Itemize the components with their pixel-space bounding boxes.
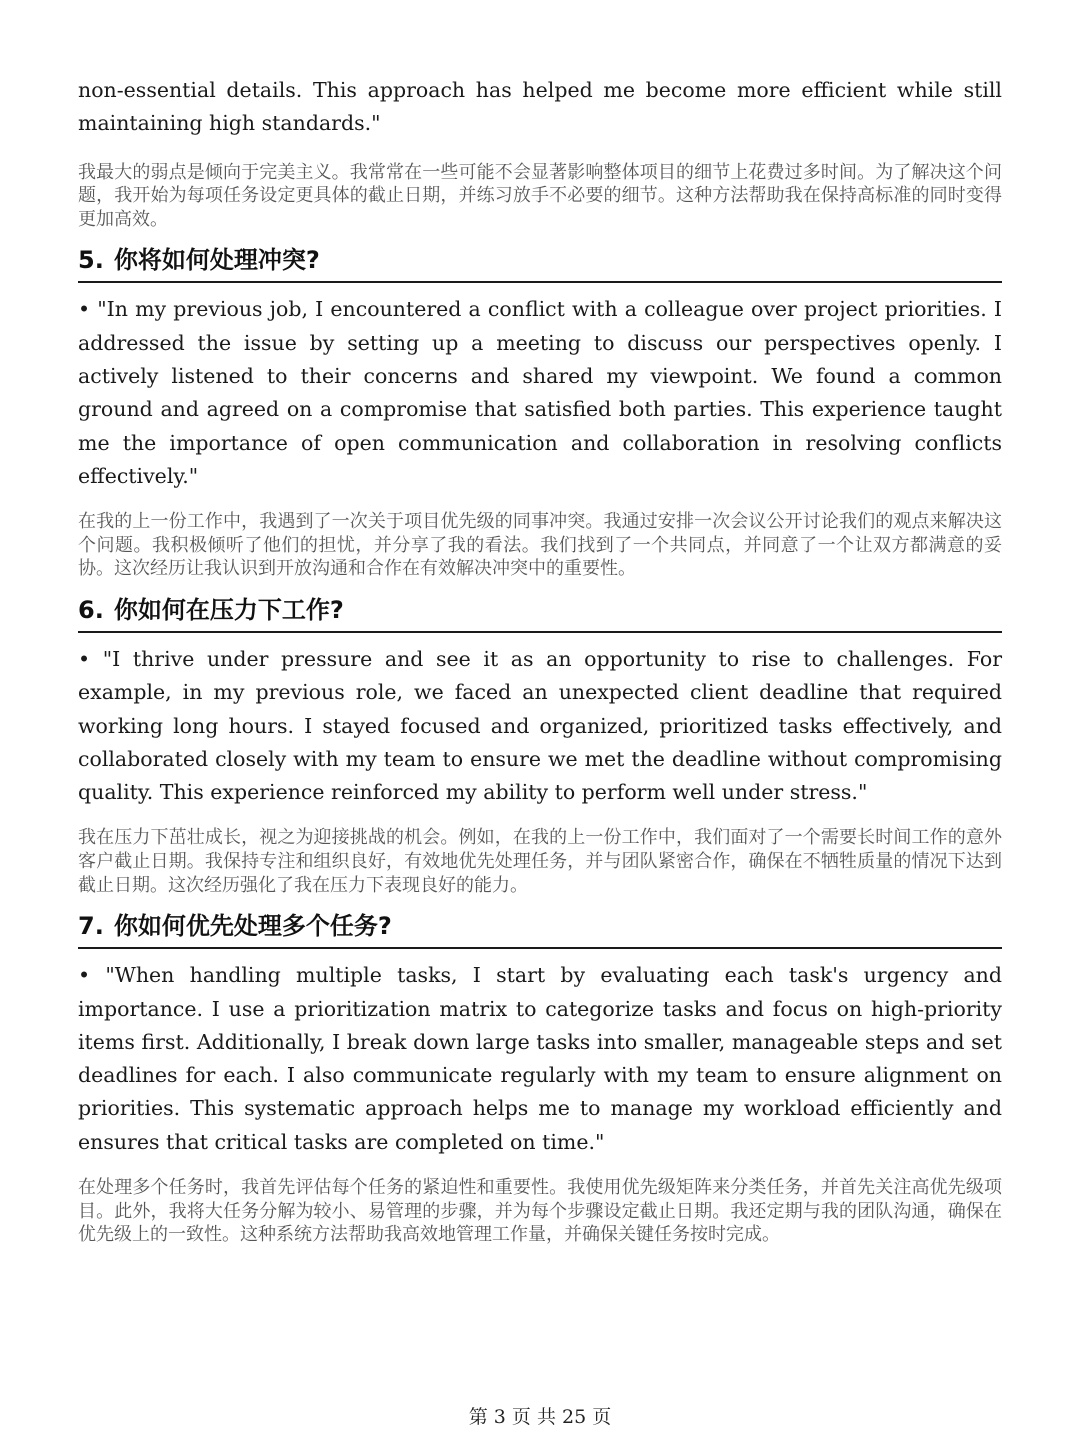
answer-english-text: • "I thrive under pressure and see it as an opportunity to rise to challenges. For example, in my previous role, we faced an unexpected client deadline that required working long hours. I stayed focused and organized, prioritized tasks effectively, and collaborated closely with my team to ensure we met the deadline without compromising quality. This experience reinforced my ability to perform well under stress."	[78, 646, 1002, 805]
section-title: 你如何在压力下工作?	[113, 595, 344, 624]
intro-chinese-text: 我最大的弱点是倾向于完美主义。我常常在一些可能不会显著影响整体项目的细节上花费过多时间。为了解决这个问题，我开始为每项任务设定更具体的截止日期，并练习放手不必要的细节。这种方法帮助我在保持高标准的同时变得更加高效。	[78, 161, 1002, 230]
section-heading	[78, 593, 1002, 633]
document-page	[78, 74, 1002, 1247]
section-number: 6.	[78, 595, 104, 624]
answer-english-text: • "In my previous job, I encountered a conflict with a colleague over project priorities. I addressed the issue by setting up a meeting to discuss our perspectives openly. I actively listened to their concerns and shared my viewpoint. We found a common ground and agreed on a compromise that satisfied both parties. This experience taught me the importance of open communication and collaboration in resolving conflicts effectively."	[78, 297, 1002, 488]
page-number-footer: 第 3 页 共 25 页	[468, 1406, 612, 1428]
section-heading	[78, 909, 1002, 949]
answer-english-text: • "When handling multiple tasks, I start by evaluating each task's urgency and importance. I use a prioritization matrix to categorize tasks and focus on high-priority items first. Additionally, I break down large tasks into smaller, manageable steps and set deadlines for each. I also communicate regularly with my team to ensure alignment on priorities. This systematic approach helps me to manage my workload efficiently and ensures that critical tasks are completed on time."	[78, 963, 1002, 1154]
section-pressure	[78, 593, 1002, 897]
section-number: 7.	[78, 912, 104, 941]
section-conflict	[78, 243, 1002, 581]
section-prioritize	[78, 909, 1002, 1247]
answer-chinese-text: 在我的上一份工作中，我遇到了一次关于项目优先级的同事冲突。我通过安排一次会议公开讨论我们的观点来解决这个问题。我积极倾听了他们的担忧，并分享了我的看法。我们找到了一个共同点，并同意了一个让双方都满意的妥协。这次经历让我认识到开放沟通和合作在有效解决冲突中的重要性。	[78, 511, 1002, 580]
section-title: 你如何优先处理多个任务?	[113, 912, 392, 941]
answer-chinese-text: 我在压力下茁壮成长，视之为迎接挑战的机会。例如，在我的上一份工作中，我们面对了一个需要长时间工作的意外客户截止日期。我保持专注和组织良好，有效地优先处理任务，并与团队紧密合作，确保在不牺牲质量的情况下达到截止日期。这次经历强化了我在压力下表现良好的能力。	[78, 827, 1002, 896]
section-number: 5.	[78, 246, 104, 275]
answer-chinese-text: 在处理多个任务时，我首先评估每个任务的紧迫性和重要性。我使用优先级矩阵来分类任务，并首先关注高优先级项目。此外，我将大任务分解为较小、易管理的步骤，并为每个步骤设定截止日期。我还定期与我的团队沟通，确保在优先级上的一致性。这种系统方法帮助我高效地管理工作量，并确保关键任务按时完成。	[78, 1176, 1002, 1246]
section-heading	[78, 243, 1002, 283]
section-title: 你将如何处理冲突?	[113, 246, 320, 275]
intro-english-text: non-essential details. This approach has helped me become more efficient while still maintaining high standards."	[78, 78, 1002, 136]
